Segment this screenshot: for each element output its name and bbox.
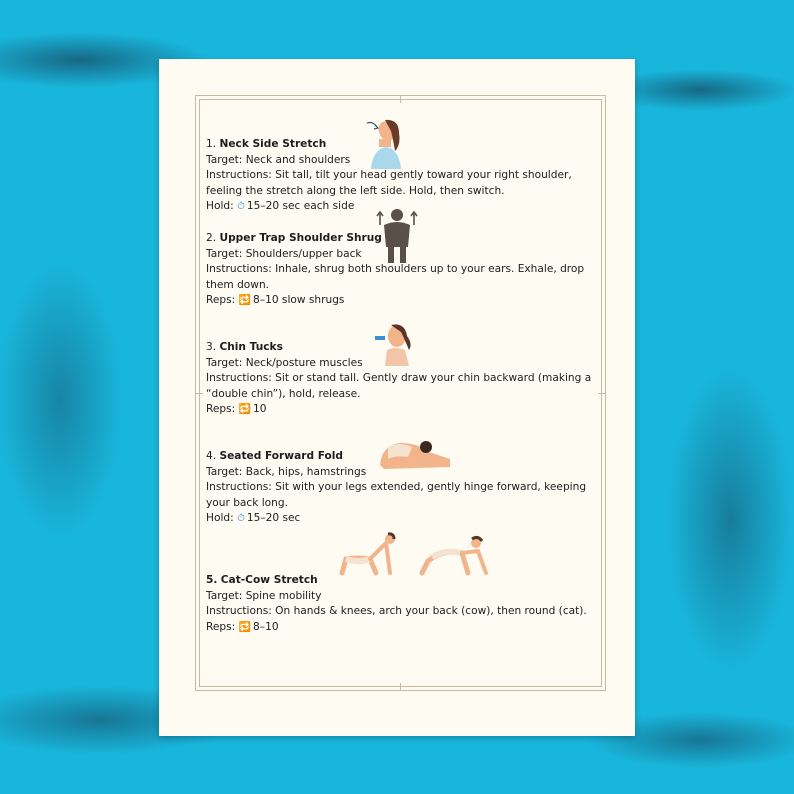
exercise-number: 1. [206,138,217,150]
forward-fold-illustration [378,437,454,471]
metric-label: Reps: [206,403,236,415]
border-ornament-top [400,95,401,103]
exercise-sheet [159,59,635,736]
metric-label: Hold: [206,200,234,212]
exercise-name: Neck Side Stretch [219,138,327,150]
exercise-instructions: Instructions: On hands & knees, arch your back (cow), then round (cat). [206,605,587,617]
chin-tuck-illustration [371,316,417,366]
metric-value: 15–20 sec [246,512,301,524]
metric-value: 10 [253,403,267,415]
metric-value: 8–10 slow shrugs [253,294,345,306]
exercise-metric [206,511,601,527]
exercise-metric [206,402,601,418]
metric-value: 15–20 sec each side [246,200,355,212]
exercise-instructions: Instructions: Sit tall, tilt your head gently toward your right shoulder, feeling the stretch along the left side. Hold, then switch. [206,169,572,197]
repeat-icon: 🔁 [238,404,252,415]
exercise-target: Target: Spine mobility [206,589,322,602]
repeat-icon: 🔁 [238,295,252,306]
exercise-instructions: Instructions: Sit with your legs extended, gently hinge forward, keeping your back long. [206,481,587,509]
metric-label: Hold: [206,512,234,524]
exercise-target: Target: Back, hips, hamstrings [206,465,367,478]
timer-icon: ⏱ [237,513,245,524]
shoulder-shrug-illustration [376,207,418,265]
timer-icon: ⏱ [237,201,245,212]
exercise-name: Seated Forward Fold [219,450,344,462]
border-ornament-bottom [400,683,401,691]
exercise-list [206,137,601,635]
cat-cow-illustration [336,529,496,577]
exercise-name: Upper Trap Shoulder Shrug [219,232,382,244]
exercise-name: Chin Tucks [219,341,283,353]
exercise-name: Cat-Cow Stretch [220,574,318,586]
neck-stretch-illustration [361,117,411,169]
repeat-icon: 🔁 [238,621,252,633]
metric-value: 8–10 [253,620,279,633]
exercise-number: 4. [206,450,217,462]
exercise-target: Target: Shoulders/upper back [206,247,362,260]
border-ornament-left [195,393,203,394]
exercise-target: Target: Neck and shoulders [206,153,351,166]
exercise-instructions: Instructions: Sit or stand tall. Gently draw your chin backward (making a “double chin”), hold, release. [206,372,592,400]
metric-label: Reps: [206,294,236,306]
exercise-number: 3. [206,341,217,353]
exercise-chin-tucks [206,340,601,449]
exercise-metric [206,620,601,636]
exercise-target: Target: Neck/posture muscles [206,356,363,369]
exercise-number: 5. [206,574,218,586]
exercise-cat-cow-stretch [206,573,601,635]
metric-label: Reps: [206,620,236,633]
exercise-number: 2. [206,232,217,244]
exercise-instructions: Instructions: Inhale, shrug both shoulders up to your ears. Exhale, drop them down. [206,263,585,291]
exercise-metric [206,293,601,309]
